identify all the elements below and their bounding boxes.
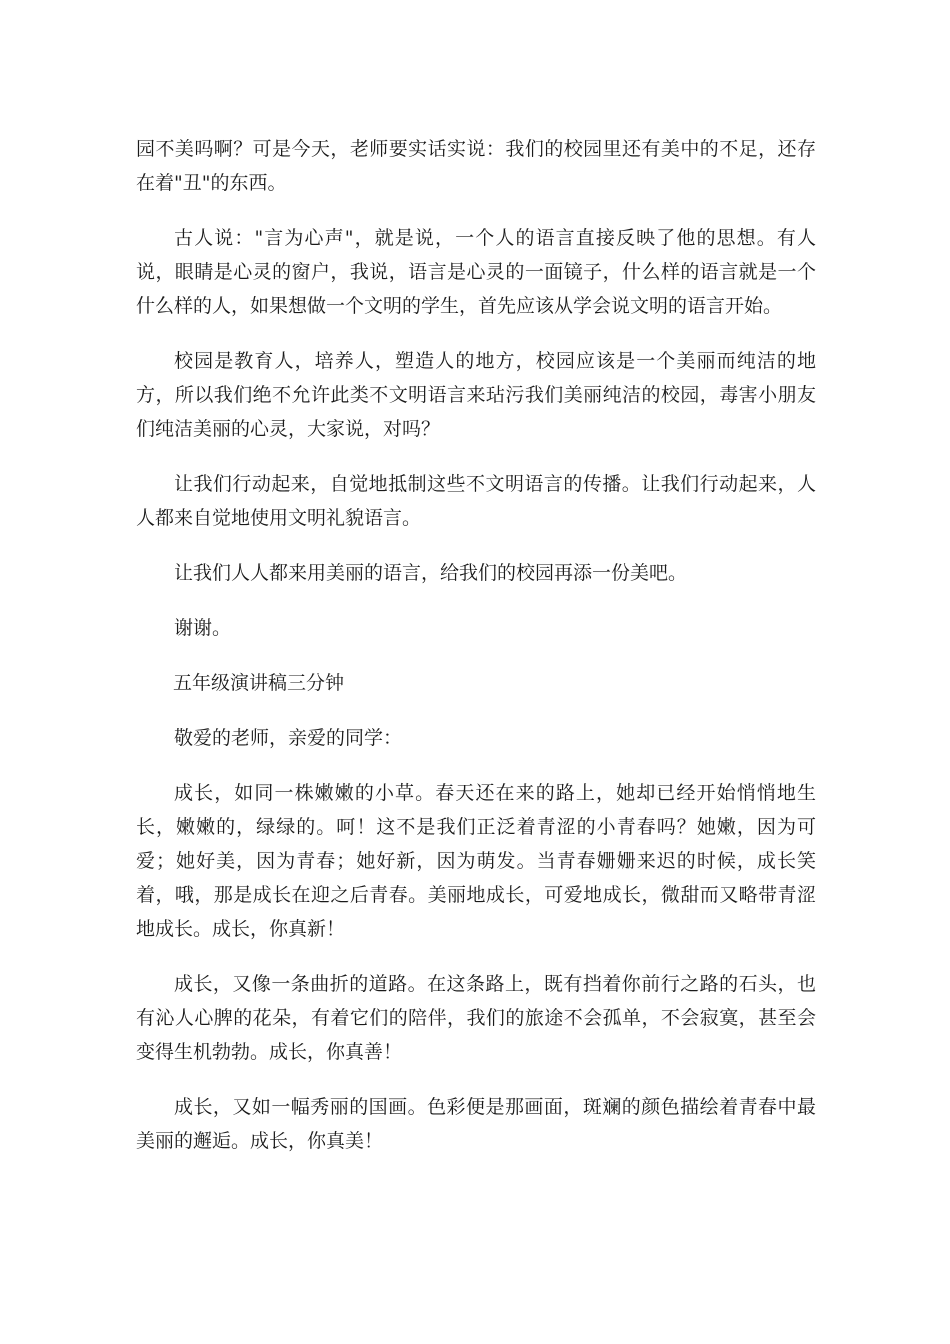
paragraph: 让我们人人都来用美丽的语言，给我们的校园再添一份美吧。 <box>174 562 688 584</box>
section-title: 五年级演讲稿三分钟 <box>173 672 345 694</box>
paragraph: 古人说："言为心声"，就是说，一个人的语言直接反映了他的思想。有人说，眼睛是心灵的窗户，我说，语言是心灵的一面镜子，什么样的语言就是一个什么样的人，如果想做一个文明的学生，首先应该从学会说文明的语言开始。 <box>136 227 816 317</box>
document-body <box>136 132 816 1179</box>
paragraph: 园不美吗啊？可是今天，老师要实话实说：我们的校园里还有美中的不足，还存在着"丑"的东西。 <box>136 138 816 194</box>
paragraph: 成长，又像一条曲折的道路。在这条路上，既有挡着你前行之路的石头，也有沁人心脾的花朵，有着它们的陪伴，我们的旅途不会孤单，不会寂寞，甚至会变得生机勃勃。成长，你真善！ <box>136 973 816 1063</box>
paragraph: 成长，又如一幅秀丽的国画。色彩便是那画面，斑斓的颜色描绘着青春中最美丽的邂逅。成长，你真美！ <box>136 1096 816 1152</box>
salutation: 敬爱的老师，亲爱的同学： <box>174 727 403 749</box>
paragraph: 谢谢。 <box>174 617 232 639</box>
paragraph: 校园是教育人，培养人，塑造人的地方，校园应该是一个美丽而纯洁的地方，所以我们绝不允许此类不文明语言来玷污我们美丽纯洁的校园，毒害小朋友们纯洁美丽的心灵，大家说，对吗？ <box>136 350 816 440</box>
paragraph: 让我们行动起来，自觉地抵制这些不文明语言的传播。让我们行动起来，人人都来自觉地使用文明礼貌语言。 <box>136 473 816 529</box>
paragraph: 成长，如同一株嫩嫩的小草。春天还在来的路上，她却已经开始悄悄地生长，嫩嫩的，绿绿的。呵！这不是我们正泛着青涩的小青春吗？她嫩，因为可爱；她好美，因为青春；她好新，因为萌发。当青春姗姗来迟的时候，成长笑着，哦，那是成长在迎之后青春。美丽地成长，可爱地成长，微甜而又略带青涩地成长。成长，你真新！ <box>136 782 816 940</box>
